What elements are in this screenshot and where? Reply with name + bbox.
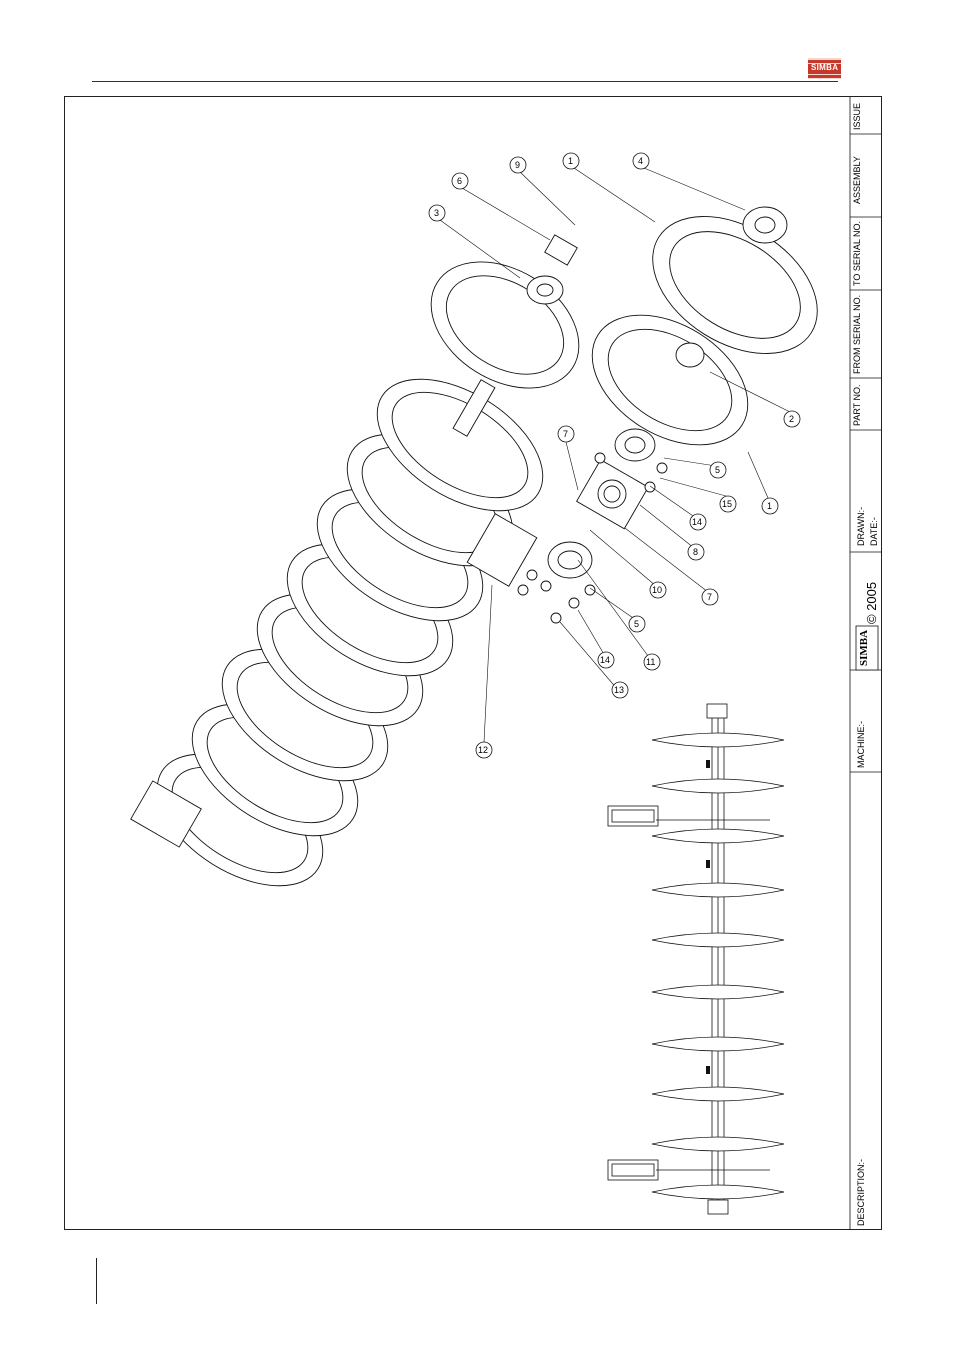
callout-1: 1 <box>568 156 574 166</box>
simba-wordmark: SIMBA <box>858 629 870 666</box>
description-label: DESCRIPTION:- <box>856 1158 866 1226</box>
callout-6: 6 <box>457 176 463 186</box>
logo-text: SIMBA <box>811 63 839 72</box>
callout-7b: 7 <box>707 592 713 602</box>
callout-7: 7 <box>563 429 569 439</box>
callout-14b: 14 <box>600 655 611 665</box>
callout-14: 14 <box>692 517 703 527</box>
callout-15: 15 <box>722 499 733 509</box>
binding-margin-line <box>96 1258 97 1304</box>
copyright-text: © 2005 <box>864 581 879 624</box>
callout-5b: 5 <box>634 619 640 629</box>
machine-label: MACHINE:- <box>856 721 866 768</box>
callout-4: 4 <box>638 156 644 166</box>
drawn-label: DRAWN:- <box>856 506 866 546</box>
callout-3: 3 <box>434 208 440 218</box>
callout-10: 10 <box>652 585 663 595</box>
part-no-label: PART NO. <box>852 384 862 426</box>
callout-5: 5 <box>715 465 721 475</box>
to-serial-label: TO SERIAL NO. <box>852 220 862 286</box>
callout-8: 8 <box>693 547 699 557</box>
date-label: DATE:- <box>869 517 879 546</box>
callout-1b: 1 <box>767 501 773 511</box>
callout-12: 12 <box>478 745 489 755</box>
assembly-label: ASSEMBLY <box>852 156 862 204</box>
issue-label: ISSUE <box>852 102 862 130</box>
callout-13: 13 <box>614 685 625 695</box>
callout-2: 2 <box>789 414 795 424</box>
from-serial-label: FROM SERIAL NO. <box>852 294 862 374</box>
callout-11: 11 <box>646 657 656 667</box>
callout-9: 9 <box>515 160 521 170</box>
